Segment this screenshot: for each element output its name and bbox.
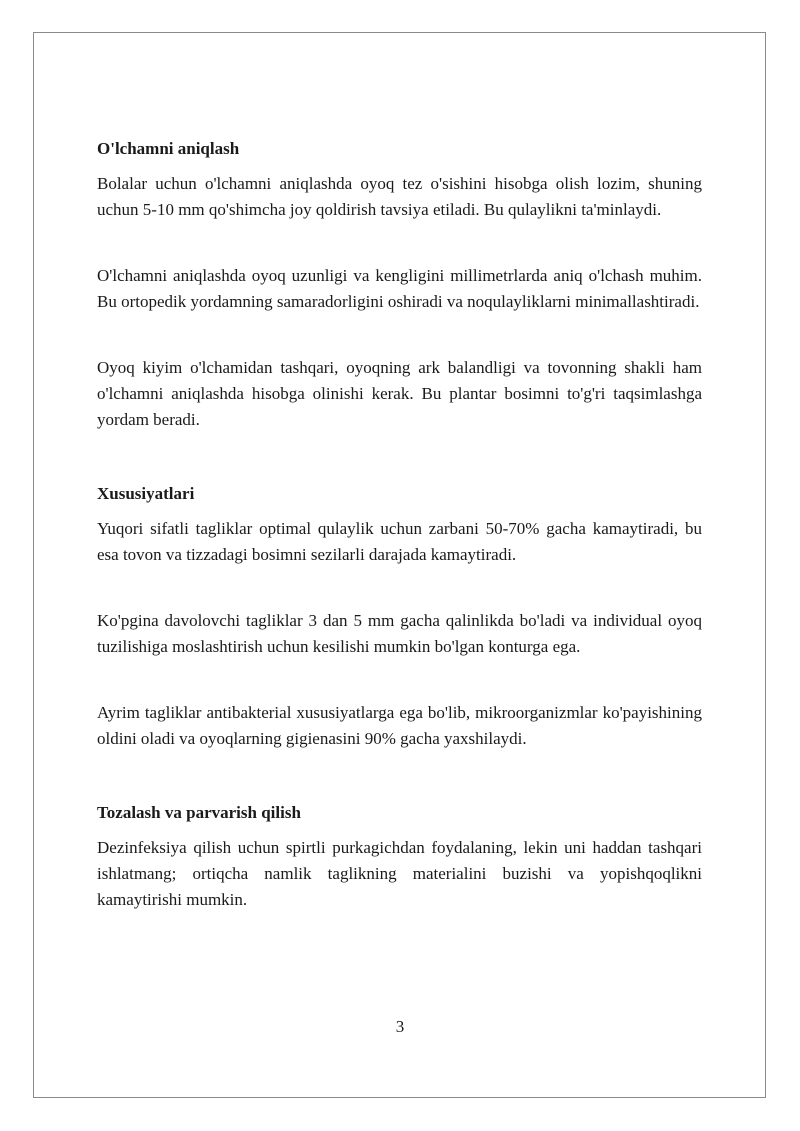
paragraph: Ko'pgina davolovchi tagliklar 3 dan 5 mm gacha qalinlikda bo'ladi va individual oyoq tuzilishiga moslashtirish uchun kesilishi mumkin bo'lgan konturga ega.	[97, 611, 702, 656]
document-body	[97, 136, 702, 913]
section-features	[97, 481, 702, 752]
section-cleaning-care	[97, 800, 702, 913]
paragraph: Yuqori sifatli tagliklar optimal qulaylik uchun zarbani 50-70% gacha kamaytiradi, bu esa tovon va tizzadagi bosimni sezilarli darajada kamaytiradi.	[97, 519, 702, 564]
paragraph: Oyoq kiyim o'lchamidan tashqari, oyoqning ark balandligi va tovonning shakli ham o'lchamni aniqlashda hisobga olinishi kerak. Bu plantar bosimni to'g'ri taqsimlashga yordam beradi.	[97, 358, 702, 429]
section-heading: O'lchamni aniqlash	[97, 139, 240, 158]
paragraph: Ayrim tagliklar antibakterial xususiyatlarga ega bo'lib, mikroorganizmlar ko'payishining oldini oladi va oyoqlarning gigienasini 90% gacha yaxshilaydi.	[97, 703, 702, 748]
section-heading: Xususiyatlari	[97, 484, 195, 503]
paragraph: Dezinfeksiya qilish uchun spirtli purkagichdan foydalaning, lekin uni haddan tashqari ishlatmang; ortiqcha namlik taglikning materialini buzishi va yopishqoqlikni kamaytirishi mumkin.	[97, 838, 702, 909]
page-number: 3	[395, 1017, 405, 1036]
section-size-determination	[97, 136, 702, 433]
paragraph: Bolalar uchun o'lchamni aniqlashda oyoq tez o'sishini hisobga olish lozim, shuning uchun 5-10 mm qo'shimcha joy qoldirish tavsiya etiladi. Bu qulaylikni ta'minlaydi.	[97, 174, 702, 219]
section-heading: Tozalash va parvarish qilish	[97, 803, 301, 822]
paragraph: O'lchamni aniqlashda oyoq uzunligi va kengligini millimetrlarda aniq o'lchash muhim. Bu ortopedik yordamning samaradorligini oshiradi va noqulayliklarni minimallashtiradi.	[97, 266, 702, 311]
